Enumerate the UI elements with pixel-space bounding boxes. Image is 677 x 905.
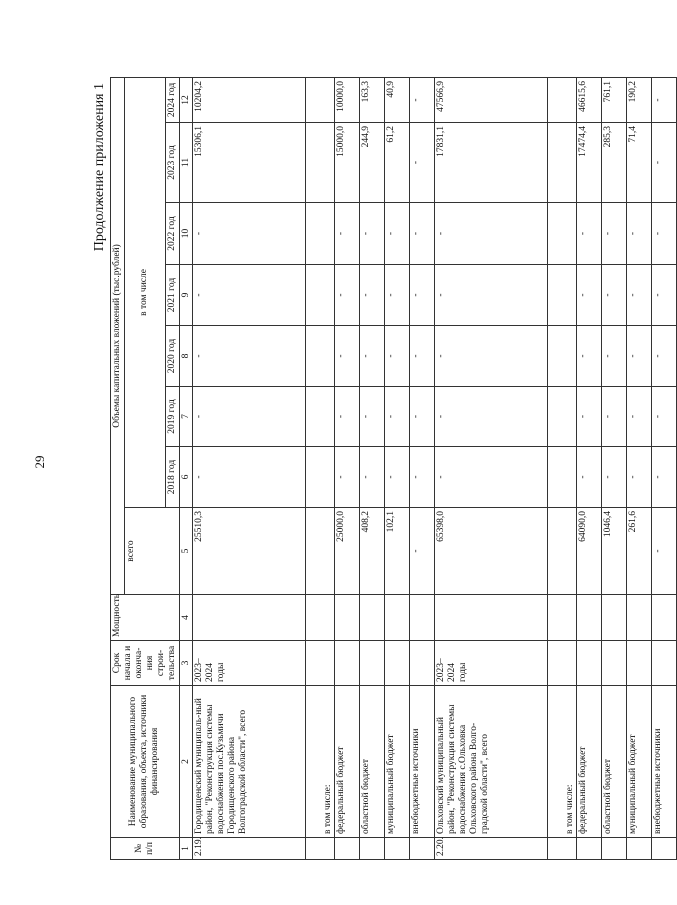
header-term: Срок начала и оконча-ния строи-тельства [111,641,180,686]
blank-cell [548,838,577,860]
cell-year: - [435,326,548,387]
funding-source-row [360,77,385,859]
cell-year: 47566,9 [435,77,548,122]
cell-year: - [602,387,627,447]
blank-cell [577,641,602,686]
cell-year: - [652,77,677,122]
cell-year: - [602,265,627,326]
blank-cell [306,203,335,265]
object-row [193,77,306,859]
header-year-2019: 2019 год [165,387,179,447]
blank-cell [306,595,335,641]
header-volumes: Объемы капитальных вложений (тыс.рублей) [111,77,125,594]
cell-year: - [627,326,652,387]
object-term: 2023–2024 годы [435,641,548,686]
cell-year: - [410,77,435,122]
rotated-sheet [62,65,664,905]
column-number: 4 [179,595,193,641]
column-number: 7 [179,387,193,447]
blank-cell [306,265,335,326]
cell-year: - [652,203,677,265]
column-number: 10 [179,203,193,265]
blank-cell [577,838,602,860]
object-term: 2023–2024 годы [193,641,306,686]
blank-cell [385,641,410,686]
cell-year: - [193,203,306,265]
object-title: Ольховский муниципальный район, "Реконструкция системы водоснабжения с.Ольховка Ольховского района Волго-градской области", всего [435,686,548,838]
header-year-2021: 2021 год [165,265,179,326]
blank-cell [548,508,577,595]
cell-year: - [410,447,435,508]
column-number: 11 [179,123,193,203]
cell-year: - [435,447,548,508]
cell-year: - [410,387,435,447]
funding-source-row [627,77,652,859]
object-capacity [193,595,306,641]
cell-year: - [385,387,410,447]
object-row [435,77,548,859]
funding-source-row [652,77,677,859]
cell-year: - [193,387,306,447]
page-number: 29 [32,455,47,469]
blank-cell [410,641,435,686]
header-year-2020: 2020 год [165,326,179,387]
including-label: в том числе: [306,686,335,838]
cell-year: 10000,0 [335,77,360,122]
blank-cell [627,595,652,641]
cell-year: 190,2 [627,77,652,122]
cell-year: 15306,1 [193,123,306,203]
cell-year: - [360,387,385,447]
including-label: в том числе: [548,686,577,838]
column-number: 3 [179,641,193,686]
blank-cell [306,77,335,122]
cell-year: - [627,447,652,508]
column-number-row [179,77,193,859]
blank-cell [627,838,652,860]
funding-source-name: внебюджетные источники [410,686,435,838]
cell-year: - [435,387,548,447]
header-year-2018: 2018 год [165,447,179,508]
cell-year: - [360,203,385,265]
cell-total: - [652,508,677,595]
blank-cell [306,123,335,203]
funding-source-name: внебюджетные источники [652,686,677,838]
column-number: 12 [179,77,193,122]
cell-year: 244,9 [360,123,385,203]
blank-cell [548,595,577,641]
cell-year: - [410,203,435,265]
blank-cell [577,595,602,641]
cell-year: - [652,326,677,387]
cell-total: 1046,4 [602,508,627,595]
cell-year: 61,2 [385,123,410,203]
blank-cell [385,595,410,641]
cell-year: - [335,447,360,508]
cell-year: - [577,387,602,447]
cell-year: - [335,326,360,387]
cell-total: - [410,508,435,595]
blank-cell [306,508,335,595]
header-num: № п/п [111,838,180,860]
cell-total: 25510,3 [193,508,306,595]
cell-year: - [360,326,385,387]
cell-year: - [335,203,360,265]
header-year-2023: 2023 год [165,123,179,203]
cell-year: - [602,326,627,387]
funding-source-row [602,77,627,859]
blank-cell [306,447,335,508]
funding-source-name: федеральный бюджет [577,686,602,838]
cell-total: 65398,0 [435,508,548,595]
including-row [306,77,335,859]
header-year-2022: 2022 год [165,203,179,265]
blank-cell [548,265,577,326]
column-number: 9 [179,265,193,326]
blank-cell [652,838,677,860]
cell-year: - [577,447,602,508]
cell-year: - [335,387,360,447]
cell-year: - [193,447,306,508]
cell-total: 102,1 [385,508,410,595]
column-number: 5 [179,508,193,595]
cell-year: - [435,265,548,326]
blank-cell [306,326,335,387]
cell-year: - [360,265,385,326]
cell-year: - [193,326,306,387]
blank-cell [627,641,652,686]
object-number: 2.20. [435,838,548,860]
cell-year: - [627,203,652,265]
cell-year: - [602,447,627,508]
blank-cell [652,641,677,686]
cell-year: - [652,123,677,203]
cell-year: - [577,326,602,387]
funding-source-row [577,77,602,859]
blank-cell [548,387,577,447]
blank-cell [335,641,360,686]
header-name: Наименование муниципального образования, объекта, источники финансирования [111,686,180,838]
cell-year: 285,3 [602,123,627,203]
cell-total: 25000,0 [335,508,360,595]
blank-cell [335,838,360,860]
column-number: 2 [179,686,193,838]
cell-year: - [627,265,652,326]
blank-cell [602,595,627,641]
blank-cell [385,838,410,860]
blank-cell [652,595,677,641]
blank-cell [548,77,577,122]
blank-cell [335,595,360,641]
column-number: 1 [179,838,193,860]
blank-cell [548,123,577,203]
cell-year: 17831,1 [435,123,548,203]
blank-cell [548,203,577,265]
cell-year: 71,4 [627,123,652,203]
blank-cell [410,595,435,641]
blank-cell [306,838,335,860]
cell-year: 40,9 [385,77,410,122]
cell-year: 10204,2 [193,77,306,122]
appendix-caption: Продолжение приложения 1 [92,83,107,252]
cell-year: - [410,123,435,203]
funding-source-name: областной бюджет [602,686,627,838]
cell-year: 163,3 [360,77,385,122]
cell-total: 408,2 [360,508,385,595]
cell-year: - [385,265,410,326]
blank-cell [306,641,335,686]
cell-year: - [627,387,652,447]
cell-year: - [385,203,410,265]
cell-year: 46615,6 [577,77,602,122]
funding-source-row [385,77,410,859]
blank-cell [548,641,577,686]
blank-cell [548,447,577,508]
cell-year: - [410,326,435,387]
funding-source-name: муниципальный бюджет [627,686,652,838]
header-year-2024: 2024 год [165,77,179,122]
cell-year: - [193,265,306,326]
cell-year: - [435,203,548,265]
funding-source-name: муниципальный бюджет [385,686,410,838]
cell-year: - [335,265,360,326]
blank-cell [306,387,335,447]
header-including: в том числе [124,77,165,507]
table-body [193,77,677,859]
object-capacity [435,595,548,641]
cell-year: 15000,0 [335,123,360,203]
object-number: 2.19. [193,838,306,860]
cell-year: - [410,265,435,326]
cell-total: 261,6 [627,508,652,595]
blank-cell [602,641,627,686]
cell-year: 761,1 [602,77,627,122]
blank-cell [360,641,385,686]
funding-source-row [410,77,435,859]
cell-year: - [577,203,602,265]
blank-cell [410,838,435,860]
column-number: 8 [179,326,193,387]
cell-total: 64090,0 [577,508,602,595]
cell-year: - [602,203,627,265]
cell-year: - [577,265,602,326]
blank-cell [360,595,385,641]
column-number: 6 [179,447,193,508]
blank-cell [602,838,627,860]
funding-source-name: областной бюджет [360,686,385,838]
blank-cell [360,838,385,860]
blank-cell [548,326,577,387]
including-row [548,77,577,859]
cell-year: - [652,265,677,326]
header-capacity: Мощность [111,595,180,641]
header-total: всего [124,508,179,595]
funding-source-name: федеральный бюджет [335,686,360,838]
cell-year: - [385,326,410,387]
funding-source-row [335,77,360,859]
cell-year: - [360,447,385,508]
cell-year: - [652,447,677,508]
cell-year: - [652,387,677,447]
cell-year: 17474,4 [577,123,602,203]
object-title: Городищенский муниципаль-ный район, "Реконструкция системы водоснабжения пос.Кузьмичи Городищенского района Волгоградской области", всего [193,686,306,838]
capital-investment-table [110,77,677,860]
cell-year: - [385,447,410,508]
